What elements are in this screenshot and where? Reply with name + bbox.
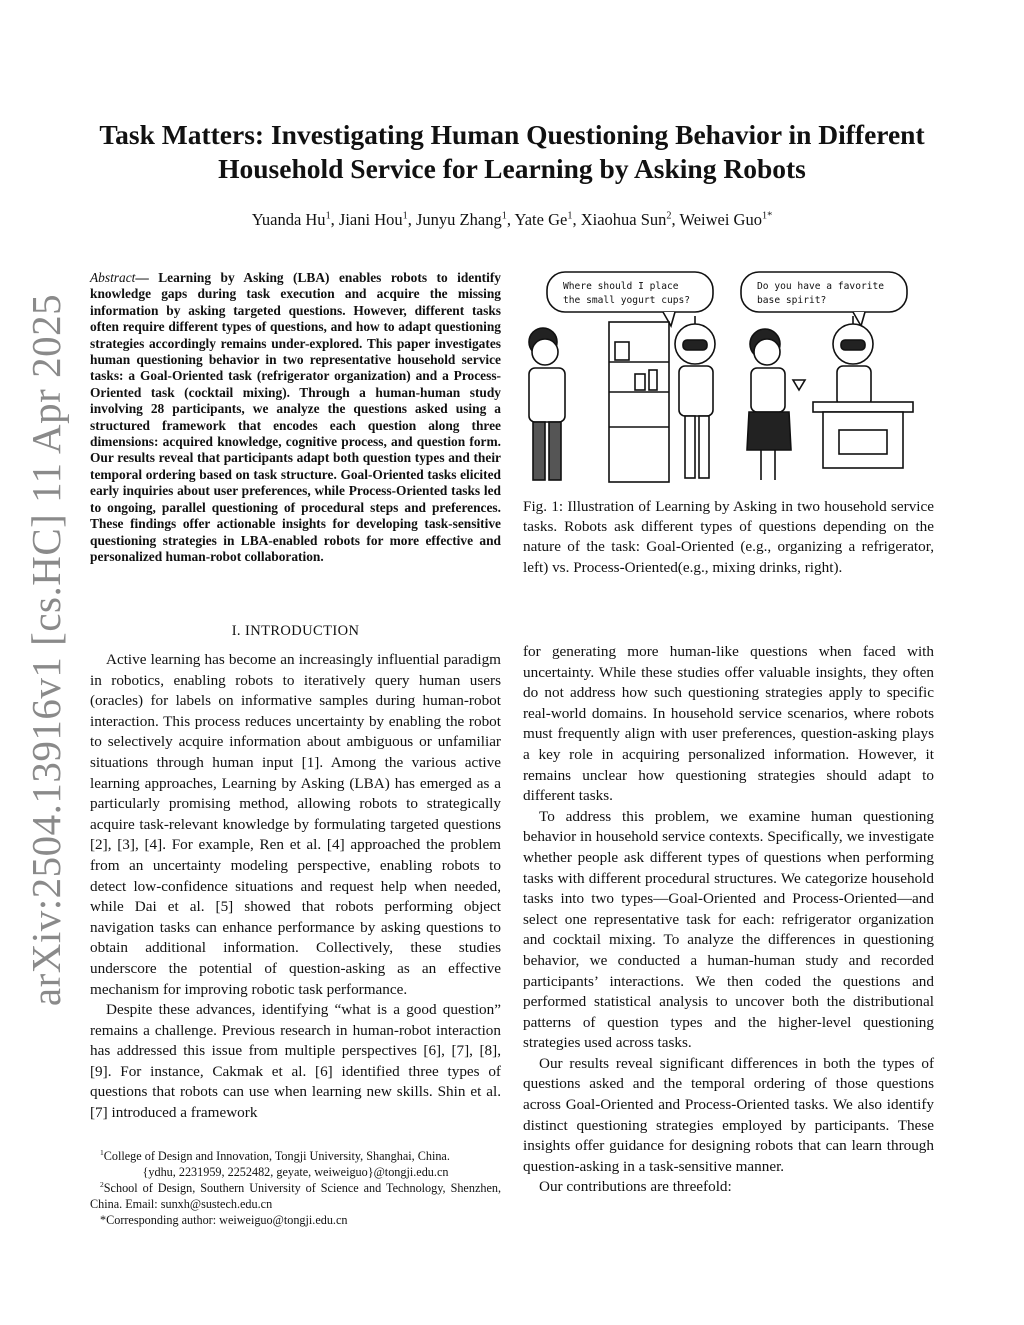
footnote-emails: {ydhu, 2231959, 2252482, geyate, weiweiguo}@tongji.edu.cn [142, 1165, 449, 1179]
paragraph: To address this problem, we examine human questioning behavior in household service contexts. Specifically, we investigate whether people ask different types of questions when performing tasks with different procedural structures. We categorize household tasks into two types—Goal-Oriented and Process-Oriented—and select one representative task for each: refrigerator organization and cocktail mixing. To analyze the differences in questioning behavior, we conducted a human-human study and recorded participants’ interactions. We then coded the questions and performed statistical analysis to uncover both the distributional patterns of question types and the higher-level questioning strategies used across tasks. [523, 807, 934, 1052]
figure-caption: Fig. 1: Illustration of Learning by Asking in two household service tasks. Robots ask different types of questions depending on the nature of the task: Goal-Oriented (e.g., organizing a refrigerator, left) vs. Process-Oriented(e.g., mixing drinks, right). [523, 498, 934, 576]
abstract: Abstract— Learning by Asking (LBA) enables robots to identify knowledge gaps during task execution and acquire the missing information by asking targeted questions. However, different tasks often require different types of questions, and how to adapt questioning strategies accordingly remains under-explored. This paper investigates human questioning behavior in two representative household service tasks: a Goal-Oriented task (refrigerator organization) and a Process-Oriented task (cocktail mixing). Through a human-human study involving 28 participants, we analyze the questions asked using a structured framework that encodes each question along three dimensions: acquired knowledge, cognitive process, and question form. Our results reveal that participants adapt both question types and their temporal ordering based on task structure. Goal-Oriented tasks elicited early inquiries about user preferences, while Process-Oriented tasks led to ongoing, parallel questioning of procedural steps and preferences. These findings offer actionable insights for developing task-sensitive questioning strategies in LBA-enabled robots for more effective and personalized human-robot collaboration. [90, 270, 501, 564]
affiliation-mark: 1 [402, 210, 408, 222]
paragraph: for generating more human-like questions when faced with uncertainty. While these studies offer valuable insights, they often do not address how such questioning strategies apply to specific real-world domains. In household service scenarios, where robots must frequently align with user preferences, question-asking plays a key role in acquiring personalized information. However, it remains unclear how questioning strategies should adapt to different tasks. [523, 643, 934, 805]
author: Yate Ge [514, 210, 568, 229]
title-line-2: Household Service for Learning by Asking Robots [218, 153, 806, 184]
paragraph: Despite these advances, identifying “what is a good question” remains a challenge. Previous research in human-robot interaction has addressed this issue from multiple perspectives [6], [7], [8], [9]. For instance, Cakmak et al. [6] identified three types of questions that robots can use when learning new skills. Shin et al. [7] introduced a framework [90, 1001, 501, 1122]
affiliation-mark: 1 [567, 210, 573, 222]
paragraph: Active learning has become an increasingly influential paradigm in robotics, enabling robots to iteratively query human users (oracles) for labels on informative samples during human-robot interaction. This process reduces uncertainty by enabling the robot to selectively acquire information about ambiguous or unfamiliar situations through human input [1]. Among the various active learning approaches, Learning by Asking (LBA) has emerged as a particularly promising method, allowing robots to strategically acquire task-relevant knowledge by formulating targeted questions [2], [3], [4]. For example, Ren et al. [4] approached the problem from an uncertainty modeling perspective, enabling robots to detect low-confidence situations and request help when needed, while Dai et al. [5] showed that robots performing object navigation tasks can enhance performance by asking questions to obtain additional information. Collectively, these studies underscore the potential of question-asking as an effective mechanism for improving robotic task performance. [90, 651, 501, 998]
cocktail-scene [747, 316, 913, 480]
author: Jiani Hou [338, 210, 403, 229]
author: Yuanda Hu [251, 210, 326, 229]
abstract-text: Learning by Asking (LBA) enables robots to identify knowledge gaps during task execution and acquire the missing information by asking targeted questions. However, different tasks often require different types of questions, and how to adapt questioning strategies accordingly remains under-explored. This paper investigates human questioning behavior in two representative household service tasks: a Goal-Oriented task (refrigerator organization) and a Process-Oriented task (cocktail mixing). Through a human-human study involving 28 participants, we analyze the questions asked using a structured framework that encodes each question along three dimensions: acquired knowledge, cognitive process, and question form. Our results reveal that participants adapt both question types and their temporal ordering based on task structure. Goal-Oriented tasks elicited early inquiries about user preferences, while Process-Oriented tasks led to ongoing, parallel questioning of procedural steps and preferences. These findings offer actionable insights for developing task-sensitive questioning strategies in LBA-enabled robots for more effective and personalized human-robot collaboration. [90, 270, 501, 564]
arxiv-identifier [14, 293, 78, 1007]
author: Xiaohua Sun [580, 210, 667, 229]
affiliation-mark: 1 [501, 210, 507, 222]
abstract-label: Abstract [90, 270, 136, 285]
figure-illustration [523, 262, 934, 490]
bubble-left-line-2: the small yogurt cups? [563, 295, 691, 306]
author: Weiwei Guo [679, 210, 762, 229]
lba-illustration [523, 262, 934, 490]
speech-bubble-left [547, 272, 713, 312]
introduction-right-column [523, 642, 934, 1198]
paragraph: Our results reveal significant differences in both the types of questions asked and the temporal ordering of those questions across Goal-Oriented and Process-Oriented tasks. We also identify distinct questioning strategies employed by participants. These insights offer guidance for designing robots that can learn through question-asking in a task-sensitive manner. [523, 1054, 934, 1175]
footnotes: $^1$College of Design and Innovation, Tongji University, Shanghai, China. {ydhu, 2231959, 2252482, geyate, weiweiguo}@tongji.edu.cn $^2$School of Design, Southern University of Science and Technology, Shenzhen, China. Email: sunxh@sustech.edu.cn *Corresponding author: weiweiguo@tongji.edu.cn [90, 1147, 501, 1227]
footnote-corresponding: *Corresponding author: weiweiguo@tongji.edu.cn [100, 1213, 348, 1227]
speech-bubble-right [741, 272, 907, 312]
paper-title [80, 118, 944, 186]
affiliation-mark: 1 [325, 210, 331, 222]
title-line-1: Task Matters: Investigating Human Questioning Behavior in Different [99, 119, 925, 150]
arxiv-identifier-text: arXiv:2504.13916v1 [cs.HC] 11 Apr 2025 [23, 293, 69, 1007]
section-heading-introduction: I. INTRODUCTION [231, 623, 360, 639]
paragraph: Our contributions are threefold: [539, 1178, 732, 1196]
refrigerator-scene [529, 316, 715, 482]
footnote-affiliation-2: School of Design, Southern University of Science and Technology, Shenzhen, China. Email: sunxh@sustech.edu.cn [90, 1181, 501, 1211]
footnote-affiliation-1: College of Design and Innovation, Tongji University, Shanghai, China. [103, 1149, 450, 1163]
affiliation-mark: 2 [666, 210, 672, 222]
affiliation-mark: 1* [761, 210, 773, 222]
author: Junyu Zhang [416, 210, 502, 229]
bubble-right-line-2: base spirit? [757, 295, 827, 306]
bubble-left-line-1: Where should I place [563, 281, 679, 292]
bubble-right-line-1: Do you have a favorite [757, 281, 885, 292]
introduction-left-column [90, 650, 501, 1124]
author-list: Yuanda Hu$^1$, Jiani Hou$^1$, Junyu Zhang$^1$, Yate Ge$^1$, Xiaohua Sun$^2$, Weiwei Guo$^{1*}$ [251, 210, 773, 229]
